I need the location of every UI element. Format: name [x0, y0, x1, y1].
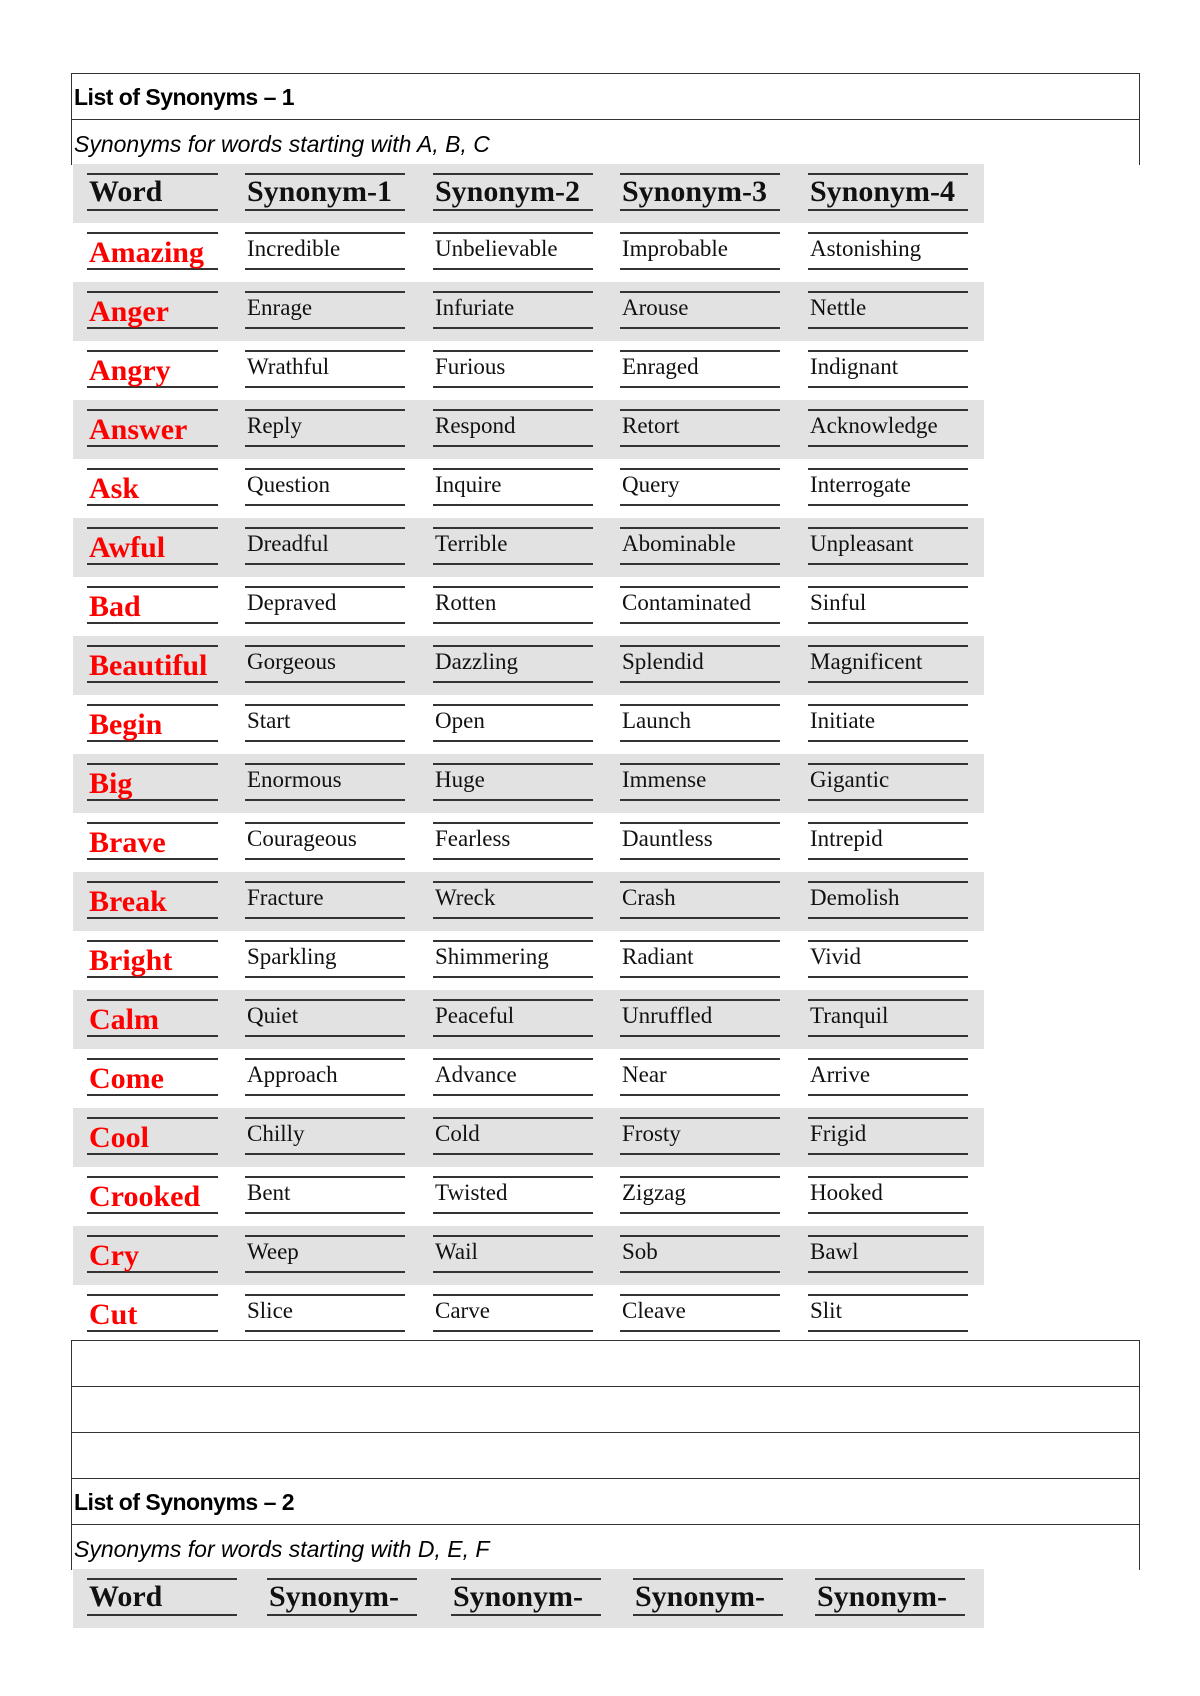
cell-synonym-1: Question — [245, 468, 405, 506]
cell-synonym-3: Query — [620, 468, 780, 506]
cell-word: Awful — [87, 527, 218, 565]
cell-synonym-1: Depraved — [245, 586, 405, 624]
header-synonym-1: Synonym-1 — [245, 173, 405, 211]
table-row — [73, 1049, 984, 1108]
cell-synonym-1: Reply — [245, 409, 405, 447]
cell-synonym-3: Radiant — [620, 940, 780, 978]
cell-synonym-4: Nettle — [808, 291, 968, 329]
header-synonym-3: Synonym- — [633, 1578, 783, 1616]
cell-synonym-2: Twisted — [433, 1176, 593, 1214]
cell-synonym-4: Bawl — [808, 1235, 968, 1273]
header-synonym-4: Synonym- — [815, 1578, 965, 1616]
cell-synonym-2: Terrible — [433, 527, 593, 565]
table-row — [73, 931, 984, 990]
cell-synonym-4: Initiate — [808, 704, 968, 742]
cell-word: Amazing — [87, 232, 218, 270]
section-1-subtitle: Synonyms for words starting with A, B, C — [71, 119, 1140, 165]
cell-synonym-1: Quiet — [245, 999, 405, 1037]
cell-synonym-2: Peaceful — [433, 999, 593, 1037]
cell-synonym-3: Sob — [620, 1235, 780, 1273]
cell-word: Bad — [87, 586, 218, 624]
blank-row — [71, 1340, 1140, 1386]
cell-synonym-2: Open — [433, 704, 593, 742]
cell-synonym-1: Enormous — [245, 763, 405, 801]
cell-synonym-3: Unruffled — [620, 999, 780, 1037]
table-row — [73, 341, 984, 400]
cell-word: Answer — [87, 409, 218, 447]
section-1-title: List of Synonyms – 1 — [71, 73, 1140, 119]
cell-synonym-2: Dazzling — [433, 645, 593, 683]
table-row — [73, 636, 984, 695]
table-row — [73, 1285, 984, 1344]
cell-synonym-2: Cold — [433, 1117, 593, 1155]
cell-synonym-2: Infuriate — [433, 291, 593, 329]
cell-synonym-4: Sinful — [808, 586, 968, 624]
cell-synonym-2: Wreck — [433, 881, 593, 919]
header-synonym-2: Synonym- — [451, 1578, 601, 1616]
cell-synonym-2: Rotten — [433, 586, 593, 624]
table-row — [73, 400, 984, 459]
cell-synonym-4: Acknowledge — [808, 409, 968, 447]
cell-synonym-3: Crash — [620, 881, 780, 919]
cell-synonym-2: Carve — [433, 1294, 593, 1332]
cell-synonym-4: Demolish — [808, 881, 968, 919]
cell-synonym-2: Advance — [433, 1058, 593, 1096]
cell-synonym-3: Abominable — [620, 527, 780, 565]
table-row — [73, 990, 984, 1049]
table-row — [73, 1167, 984, 1226]
cell-synonym-3: Retort — [620, 409, 780, 447]
cell-synonym-1: Sparkling — [245, 940, 405, 978]
cell-synonym-1: Enrage — [245, 291, 405, 329]
cell-synonym-1: Dreadful — [245, 527, 405, 565]
cell-word: Crooked — [87, 1176, 218, 1214]
cell-synonym-3: Frosty — [620, 1117, 780, 1155]
cell-synonym-1: Courageous — [245, 822, 405, 860]
table-header-row — [73, 164, 984, 223]
table-row — [73, 695, 984, 754]
cell-synonym-1: Incredible — [245, 232, 405, 270]
cell-synonym-1: Slice — [245, 1294, 405, 1332]
cell-synonym-4: Unpleasant — [808, 527, 968, 565]
section-2-title: List of Synonyms – 2 — [71, 1478, 1140, 1524]
cell-synonym-3: Splendid — [620, 645, 780, 683]
blank-row — [71, 1432, 1140, 1478]
cell-word: Ask — [87, 468, 218, 506]
cell-word: Angry — [87, 350, 218, 388]
table-row — [73, 223, 984, 282]
cell-synonym-3: Arouse — [620, 291, 780, 329]
cell-word: Cut — [87, 1294, 218, 1332]
cell-synonym-4: Magnificent — [808, 645, 968, 683]
header-synonym-3: Synonym-3 — [620, 173, 780, 211]
table-header-row — [73, 1569, 984, 1628]
cell-synonym-2: Fearless — [433, 822, 593, 860]
header-synonym-4: Synonym-4 — [808, 173, 968, 211]
cell-word: Brave — [87, 822, 218, 860]
cell-word: Begin — [87, 704, 218, 742]
cell-word: Beautiful — [87, 645, 218, 683]
cell-synonym-3: Near — [620, 1058, 780, 1096]
cell-synonym-4: Intrepid — [808, 822, 968, 860]
header-word: Word — [87, 1578, 237, 1616]
cell-synonym-3: Zigzag — [620, 1176, 780, 1214]
cell-word: Cry — [87, 1235, 218, 1273]
cell-synonym-2: Respond — [433, 409, 593, 447]
cell-word: Calm — [87, 999, 218, 1037]
cell-synonym-3: Launch — [620, 704, 780, 742]
section-2-subtitle: Synonyms for words starting with D, E, F — [71, 1524, 1140, 1570]
cell-synonym-1: Bent — [245, 1176, 405, 1214]
cell-word: Come — [87, 1058, 218, 1096]
cell-word: Break — [87, 881, 218, 919]
cell-synonym-3: Contaminated — [620, 586, 780, 624]
table-row — [73, 872, 984, 931]
table-row — [73, 754, 984, 813]
cell-word: Big — [87, 763, 218, 801]
cell-synonym-4: Vivid — [808, 940, 968, 978]
table-row — [73, 1226, 984, 1285]
cell-synonym-2: Unbelievable — [433, 232, 593, 270]
cell-synonym-4: Frigid — [808, 1117, 968, 1155]
cell-synonym-3: Cleave — [620, 1294, 780, 1332]
cell-synonym-1: Approach — [245, 1058, 405, 1096]
cell-synonym-4: Slit — [808, 1294, 968, 1332]
cell-synonym-4: Interrogate — [808, 468, 968, 506]
table-row — [73, 813, 984, 872]
header-synonym-1: Synonym- — [267, 1578, 417, 1616]
header-word: Word — [87, 173, 218, 211]
cell-synonym-4: Tranquil — [808, 999, 968, 1037]
table-row — [73, 518, 984, 577]
header-synonym-2: Synonym-2 — [433, 173, 593, 211]
cell-synonym-1: Weep — [245, 1235, 405, 1273]
cell-synonym-2: Inquire — [433, 468, 593, 506]
cell-synonym-4: Indignant — [808, 350, 968, 388]
cell-synonym-3: Enraged — [620, 350, 780, 388]
cell-synonym-1: Chilly — [245, 1117, 405, 1155]
cell-synonym-3: Immense — [620, 763, 780, 801]
cell-synonym-1: Wrathful — [245, 350, 405, 388]
cell-synonym-1: Fracture — [245, 881, 405, 919]
table-row — [73, 459, 984, 518]
table-row — [73, 577, 984, 636]
cell-synonym-2: Shimmering — [433, 940, 593, 978]
cell-synonym-4: Astonishing — [808, 232, 968, 270]
blank-row — [71, 1386, 1140, 1432]
cell-word: Bright — [87, 940, 218, 978]
cell-word: Anger — [87, 291, 218, 329]
cell-synonym-2: Wail — [433, 1235, 593, 1273]
cell-synonym-1: Gorgeous — [245, 645, 405, 683]
synonyms-table-1 — [73, 164, 984, 1344]
cell-word: Cool — [87, 1117, 218, 1155]
table-row — [73, 1108, 984, 1167]
cell-synonym-2: Huge — [433, 763, 593, 801]
table-row — [73, 282, 984, 341]
cell-synonym-3: Dauntless — [620, 822, 780, 860]
cell-synonym-4: Hooked — [808, 1176, 968, 1214]
cell-synonym-4: Gigantic — [808, 763, 968, 801]
cell-synonym-2: Furious — [433, 350, 593, 388]
cell-synonym-3: Improbable — [620, 232, 780, 270]
synonyms-table-2 — [73, 1569, 984, 1628]
cell-synonym-1: Start — [245, 704, 405, 742]
cell-synonym-4: Arrive — [808, 1058, 968, 1096]
